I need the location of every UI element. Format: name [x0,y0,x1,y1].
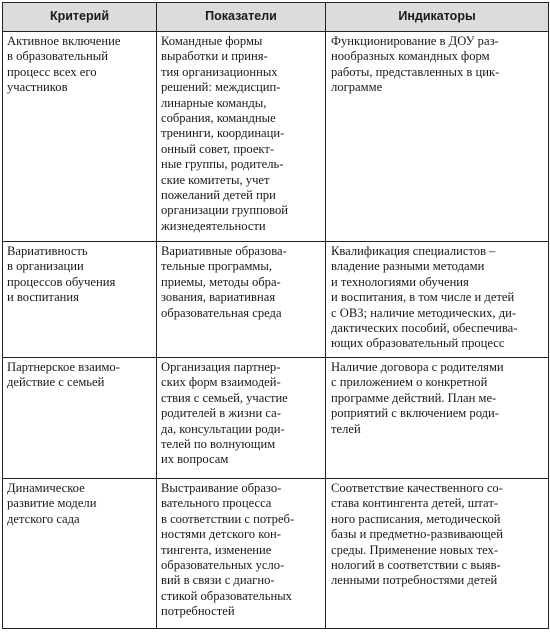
criteria-table [2,2,549,629]
criterion-cell: Партнерское взаимо- действие с семьей [3,358,157,479]
indicators-cell: Выстраивание образо- вательного процесса в соответствии с потреб- ностями детского кон- тингента, изменение образовательных усло- вий в связи с диагно- стикой образовательных потребностей [157,479,326,629]
markers-cell: Наличие договора с родителями с приложением о конкретной программе действий. План ме- роприятий с включением роди- телей [326,358,549,479]
table-header [3,3,549,32]
indicators-cell: Организация партнер- ских форм взаимодей- ствия с семьей, участие родителей в жизни са- да, консультации роди- телей по волнующим их вопросам [157,358,326,479]
criterion-cell: Динамическое развитие модели детского сада [3,479,157,629]
header-criterion: Критерий [3,3,157,32]
header-row [3,3,549,32]
indicators-cell: Вариативные образова- тельные программы, приемы, методы обра- зования, вариативная образовательная среда [157,242,326,358]
table-row [3,32,549,242]
header-indicators: Показатели [157,3,326,32]
markers-cell: Функционирование в ДОУ раз- нообразных командных форм работы, представленных в цик- лограмме [326,32,549,242]
criterion-cell: Активное включение в образовательный процесс всех его участников [3,32,157,242]
criterion-cell: Вариативность в организации процессов обучения и воспитания [3,242,157,358]
table-row [3,358,549,479]
table-row [3,242,549,358]
table-row [3,479,549,629]
table-body [3,32,549,629]
header-markers: Индикаторы [326,3,549,32]
indicators-cell: Командные формы выработки и приня- тия организационных решений: междисцип- линарные команды, собрания, командные тренинги, координаци- онный совет, проект- ные группы, родитель- ские комитеты, учет пожеланий детей при организации групповой жизнедеятельности [157,32,326,242]
markers-cell: Соответствие качественного со- става контингента детей, штат- ного расписания, методической базы и предметно-развивающей среды. Применение новых тех- нологий в соответствии с выяв- ленными потребностями детей [326,479,549,629]
markers-cell: Квалификация специалистов – владение разными методами и технологиями обучения и воспитания, в том числе и детей с ОВЗ; наличие методических, ди- дактических пособий, обеспечива- ющих образовательный процесс [326,242,549,358]
